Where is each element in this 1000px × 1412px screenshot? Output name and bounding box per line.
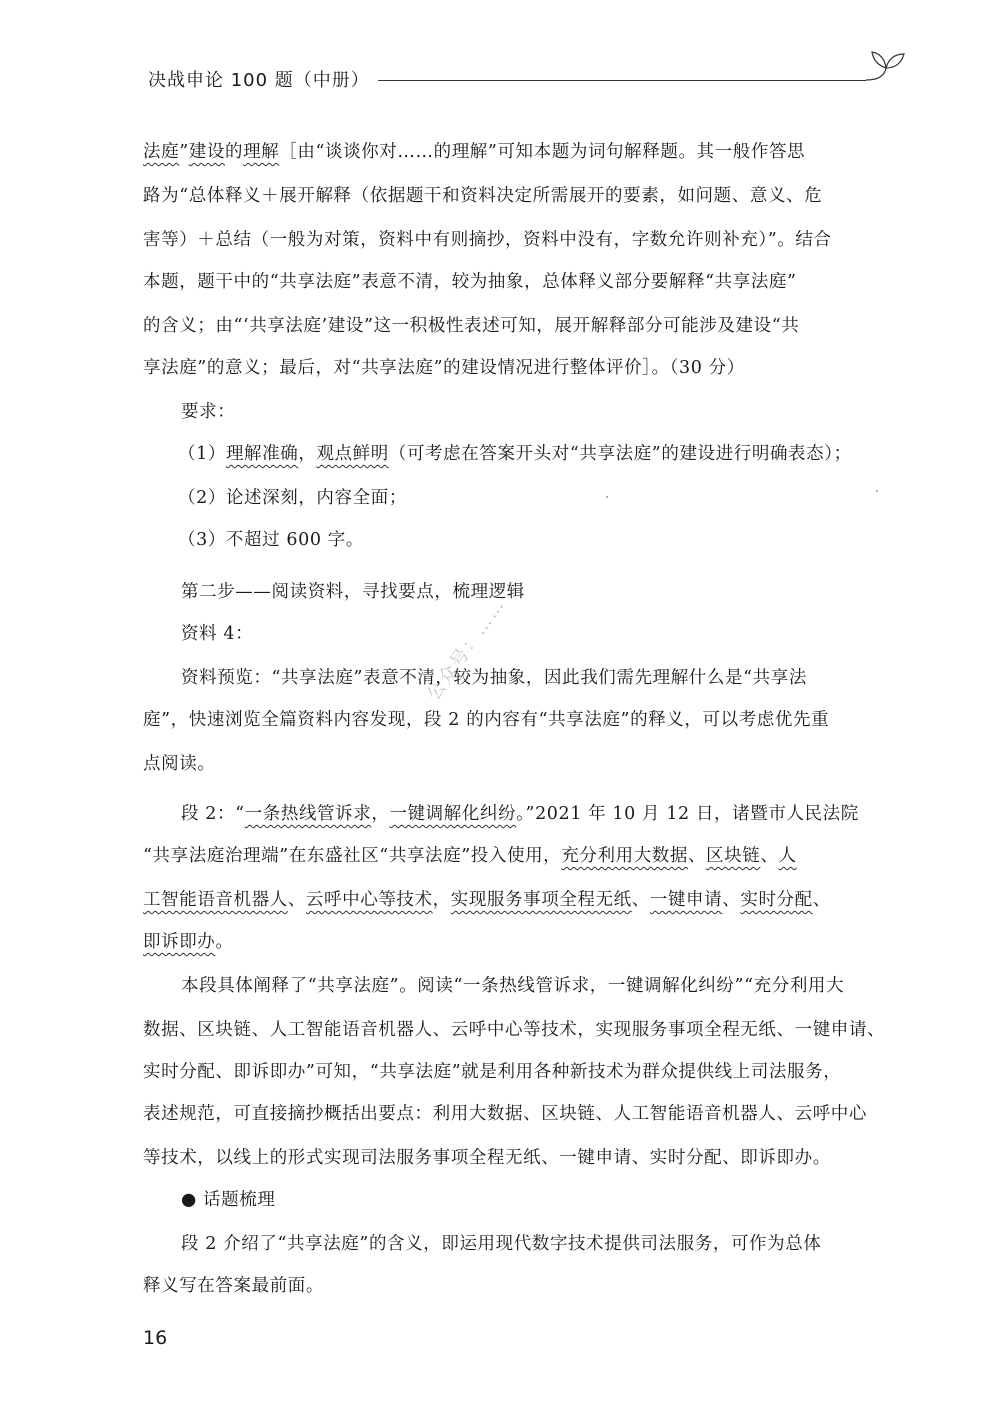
underlined-keyphrase: 人 xyxy=(778,846,797,866)
text-line xyxy=(178,440,883,465)
text-segment: 段 2：“ xyxy=(181,804,245,824)
text-segment: 的 xyxy=(224,142,244,162)
text-segment: ， xyxy=(298,444,317,464)
text-segment: ， xyxy=(371,804,390,824)
text-segment: 本段具体阐释了“共享法庭”。阅读“一条热线管诉求，一键调解化纠纷”“充分利用大 xyxy=(181,976,845,996)
text-segment: 享法庭”的意义；最后，对“共享法庭”的建设情况进行整体评价］。（30 分） xyxy=(143,358,745,378)
running-header xyxy=(148,66,908,96)
text-line xyxy=(143,312,885,337)
text-segment: 。 xyxy=(215,932,234,952)
underlined-keyphrase: 区块链 xyxy=(706,846,761,866)
sprout-icon xyxy=(862,44,908,86)
underlined-keyphrase: 实现服务事项全程无纸 xyxy=(450,890,632,910)
text-segment: 、 xyxy=(688,846,707,866)
text-segment: 等技术，以线上的形式实现司法服务事项全程无纸、一键申请、实时分配、即诉即办。 xyxy=(143,1148,831,1168)
text-segment: 路为“总体释义＋展开解释（依据题干和资料决定所需展开的要素，如问题、意义、危 xyxy=(143,186,823,206)
text-line xyxy=(143,138,885,163)
text-line xyxy=(181,1230,885,1255)
text-segment: 庭”，快速浏览全篇资料内容发现，段 2 的内容有“共享法庭”的释义，可以考虑优先重 xyxy=(143,710,830,730)
text-line xyxy=(143,842,885,867)
text-segment: 表述规范，可直接摘抄概括出要点：利用大数据、区块链、人工智能语音机器人、云呼中心 xyxy=(143,1104,867,1124)
text-line xyxy=(143,1058,885,1083)
text-segment: 。”2021 年 10 月 12 日，诸暨市人民法院 xyxy=(516,804,859,824)
text-segment: 本题，题干中的“共享法庭”表意不清，较为抽象，总体释义部分要解释“共享法庭” xyxy=(143,272,797,292)
text-segment: ［由“谈谈你对……的理解”可知本题为词句解释题。其一般作答思 xyxy=(279,142,806,162)
text-line xyxy=(178,526,878,551)
underlined-keyphrase: 实时分配 xyxy=(740,890,813,910)
header-rule xyxy=(353,80,866,81)
text-segment: （可考虑在答案开头对“共享法庭”的建设进行明确表态）； xyxy=(388,444,852,464)
text-segment: 实时分配、即诉即办”可知，“共享法庭”就是利用各种新技术为群众提供线上司法服务， xyxy=(143,1062,842,1082)
text-segment: 、 xyxy=(812,890,831,910)
scan-speck xyxy=(606,496,608,498)
text-line xyxy=(181,398,881,423)
text-segment: 、 xyxy=(287,890,306,910)
text-segment: 要求： xyxy=(181,402,236,422)
text-segment: 点阅读。 xyxy=(143,754,216,774)
text-line xyxy=(143,1016,885,1041)
text-line xyxy=(143,1144,885,1169)
underlined-keyphrase: 一键调解化纠纷 xyxy=(389,804,517,824)
text-segment: 害等）＋总结（一般为对策，资料中有则摘抄，资料中没有，字数允许则补充）”。结合 xyxy=(143,230,832,250)
text-line xyxy=(143,182,885,207)
text-segment: 资料预览：“共享法庭”表意不清，较为抽象，因此我们需先理解什么是“共享法 xyxy=(181,668,807,688)
text-line xyxy=(143,706,885,731)
text-line xyxy=(143,1272,885,1297)
text-line xyxy=(143,886,885,911)
scan-speck xyxy=(876,490,878,492)
underlined-keyphrase: 法庭 xyxy=(143,142,180,162)
underlined-keyphrase: 一条热线管诉求 xyxy=(244,804,372,824)
text-segment: 资料 4： xyxy=(181,624,254,644)
text-segment: ， xyxy=(432,890,451,910)
text-line xyxy=(178,484,878,509)
text-segment: （3）不超过 600 字。 xyxy=(178,530,364,550)
underlined-keyphrase: 理解准确 xyxy=(225,444,299,464)
text-segment: 、 xyxy=(722,890,741,910)
text-segment: （2）论述深刻，内容全面； xyxy=(178,488,407,508)
text-segment: 、 xyxy=(631,890,650,910)
text-segment: 的含义；由“‘共享法庭’建设”这一积极性表述可知，展开解释部分可能涉及建设“共 xyxy=(143,316,800,336)
underlined-keyphrase: 理解 xyxy=(243,142,280,162)
text-line xyxy=(181,620,881,645)
text-line xyxy=(143,750,885,775)
text-segment: 数据、区块链、人工智能语音机器人、云呼中心等技术，实现服务事项全程无纸、一键申请、 xyxy=(143,1020,886,1040)
underlined-keyphrase: 云呼中心等技术 xyxy=(305,890,433,910)
underlined-keyphrase: 工智能语音机器人 xyxy=(143,890,288,910)
text-line xyxy=(143,1100,885,1125)
text-segment: ” xyxy=(179,142,189,162)
text-segment: （1） xyxy=(178,444,226,464)
underlined-keyphrase: 观点鲜明 xyxy=(316,444,389,464)
underlined-keyphrase: 建设 xyxy=(188,142,225,162)
text-line xyxy=(181,664,885,689)
text-segment: “共享法庭治理端”在东盛社区“共享法庭”投入使用， xyxy=(143,846,562,866)
watermark: 公众号：…… xyxy=(423,593,510,705)
page-number: 16 xyxy=(143,1327,168,1349)
text-line xyxy=(181,800,885,825)
underlined-keyphrase: 充分利用大数据 xyxy=(561,846,688,866)
underlined-keyphrase: 一键申请 xyxy=(649,890,723,910)
text-segment: 释义写在答案最前面。 xyxy=(143,1276,324,1296)
underlined-keyphrase: 即诉即办 xyxy=(143,932,216,952)
section-heading xyxy=(181,578,881,603)
text-line xyxy=(143,268,885,293)
book-title: 决战申论 100 题（中册） xyxy=(148,66,378,92)
text-segment: 、 xyxy=(760,846,779,866)
text-line xyxy=(181,972,885,997)
text-segment: ● 话题梳理 xyxy=(181,1190,276,1210)
text-line xyxy=(143,354,885,379)
text-line xyxy=(143,928,885,953)
bullet-heading xyxy=(181,1186,881,1211)
text-segment: 段 2 介绍了“共享法庭”的含义，即运用现代数字技术提供司法服务，可作为总体 xyxy=(181,1234,822,1254)
text-line xyxy=(143,226,885,251)
text-segment: 第二步——阅读资料，寻找要点，梳理逻辑 xyxy=(181,582,525,602)
